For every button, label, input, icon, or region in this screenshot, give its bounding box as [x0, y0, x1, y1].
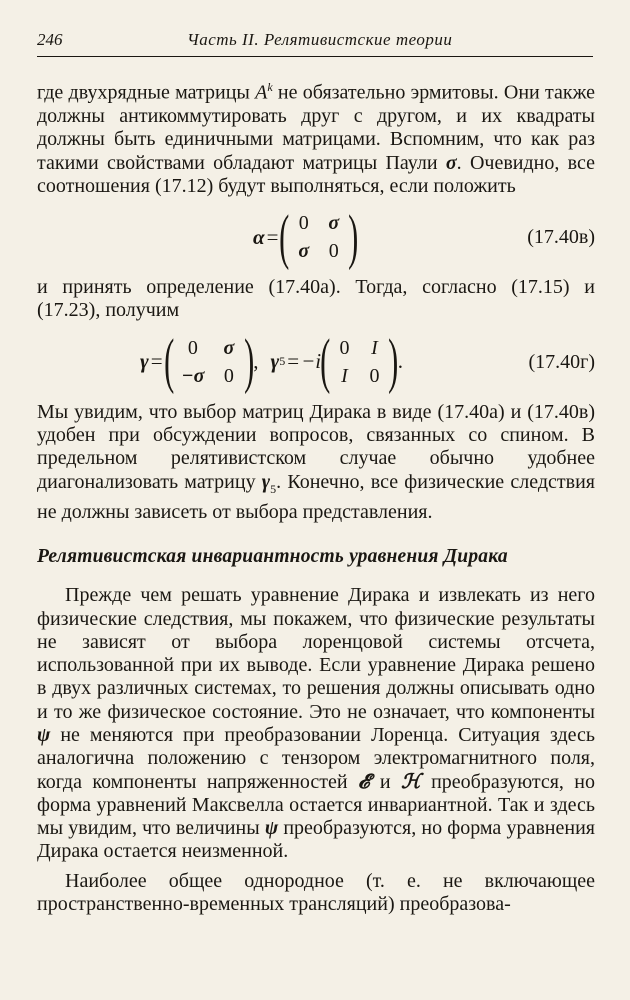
sigma-symbol: σ [445, 151, 457, 174]
paragraph-2: и принять определение (17.40а). Тогда, согласно (17.15) и (17.23), получим [37, 276, 595, 322]
page-body [37, 76, 595, 916]
equation-17-40g: γ = ( 0 σ −σ 0 ) , γ 5 = −i ( 0 I I 0 ) . (17.40г) [140, 328, 595, 396]
running-title: Часть II. Релятивистские теории [187, 30, 453, 49]
equation-17-40v: α = ( 0 σ σ 0 ) (17.40в) [253, 203, 595, 271]
equation-number: (17.40в) [527, 226, 595, 249]
equation-number: (17.40г) [528, 350, 595, 373]
header-rule [37, 56, 593, 57]
eq2-gamma-matrix: 0 σ −σ 0 [181, 336, 235, 387]
eq1-alpha: α [253, 224, 265, 249]
page-number: 246 [37, 30, 63, 49]
page-header [37, 24, 593, 54]
eq2-gamma5-matrix: 0 I I 0 [339, 336, 380, 387]
eq2-gamma: γ [140, 349, 149, 374]
matrix-symbol-a: A [255, 81, 268, 104]
paragraph-5: Наиболее общее однородное (т. е. не включающее пространственно-временных трансляций) преобразова- [37, 869, 595, 916]
section-heading: Релятивистская инвариантность уравнения Дирака [37, 546, 508, 568]
paragraph-3: Мы увидим, что выбор матриц Дирака в виде (17.40а) и (17.40в) удобен при обсуждении вопросов, связанных со спином. В предельном релятивистском случае обычно удобнее диагонализовать матрицу $\gamma_5$. Конечно, все физические следствия не должны зависеть от выбора представления. [37, 400, 595, 523]
eq1-matrix: 0 σ σ 0 [298, 212, 340, 263]
paragraph-4: Прежде чем решать уравнение Дирака и извлекать из него физические следствия, мы покажем, что физические результаты не зависят от выбора лоренцовой системы отсчета, использованной при их выводе. Если уравнение Дирака решено в двух различных системах, то решения должны описывать одно и то же физическое состояние. Это не означает, что компоненты ψ не меняются при преобразовании Лоренца. Ситуация здесь аналогична положению с тензором электромагнитного поля, когда компоненты напряженностей 𝓔 и ℋ преобразуются, но форма уравнений Максвелла остается инвариантной. Так и здесь мы увидим, что величины ψ преобразуются, но форма уравнения Дирака остается неизменной. [37, 584, 596, 863]
field-e-symbol: 𝓔 [358, 770, 370, 793]
paragraph-1: где двухрядные матрицы $A^k$ не обязательно эрмитовы. Они также должны антикоммутировать друг с другом, и их квадраты должны быть единичными матрицами. Вспомним, что как раз такими свойствами обладают матрицы Паули σ. Очевидно, все соотношения (17.12) будут выполняться, если положить [37, 80, 595, 197]
eq2-gamma5: γ [270, 349, 280, 374]
field-h-symbol: ℋ [400, 770, 421, 793]
